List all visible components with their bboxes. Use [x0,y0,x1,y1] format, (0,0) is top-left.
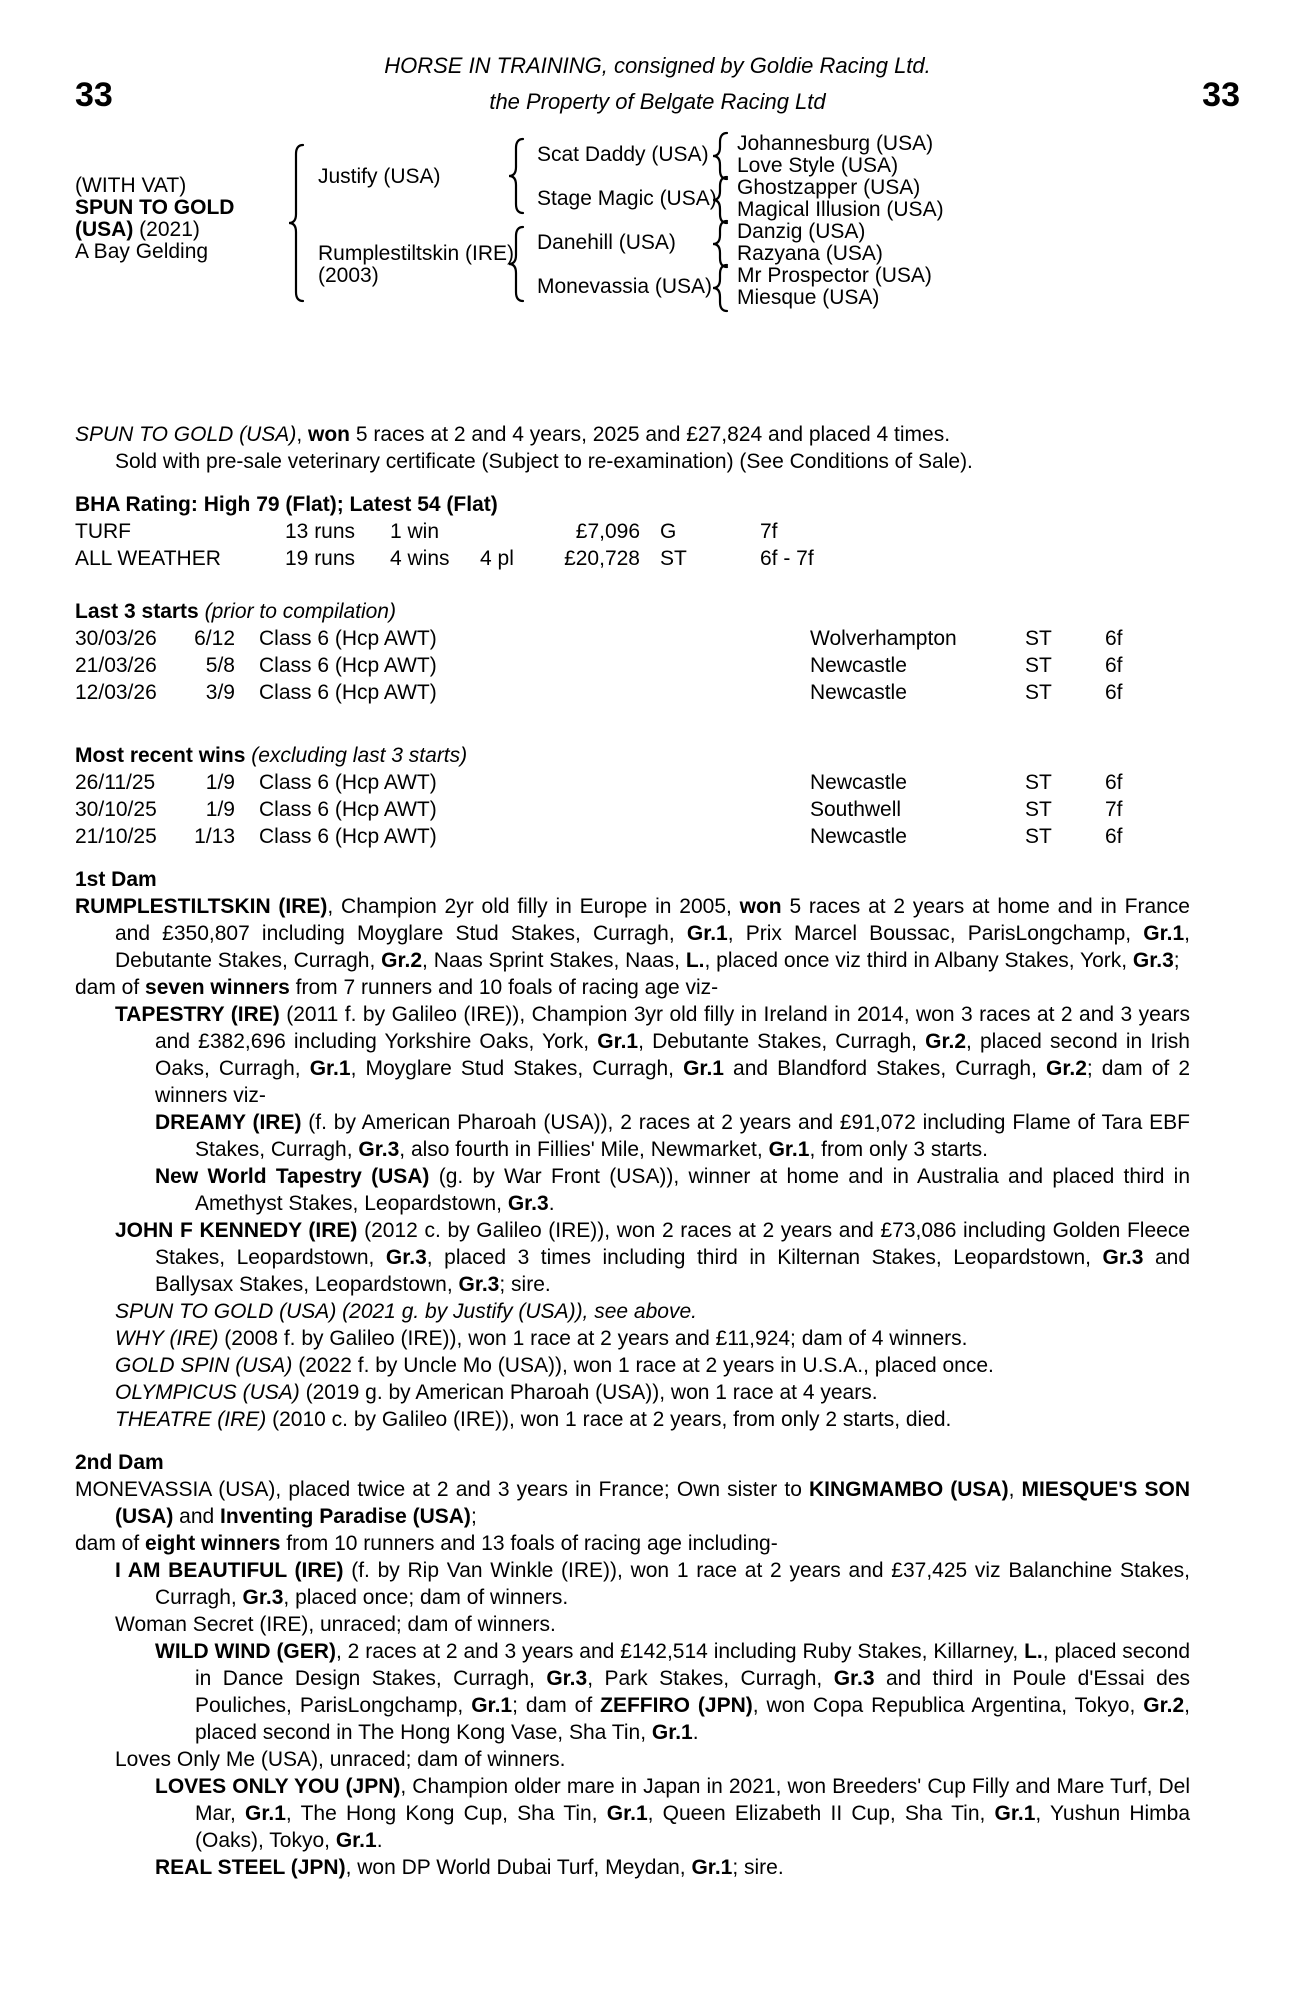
text-run: (2012 c. by Galileo (IRE)), won 2 races at 2 years and £73,086 including Golden Fleece Stakes, Leopardstown, [155,1219,1190,1269]
text-run: 5 races at 2 years at home and in France and £350,807 including Moyglare Stud Stakes, Curragh, [115,895,1190,945]
table-cell: 21/03/26 [75,654,157,677]
recent-wins-heading [75,742,1190,769]
table-cell: 7f [760,520,778,543]
table-cell: 6f [1105,627,1123,650]
text-run: Gr.3 [507,1192,549,1215]
last-starts-subtitle: (prior to compilation) [204,600,396,623]
first-dam-paragraphs [75,893,1190,1433]
horse-suffix-year: (USA) (2021) [75,218,200,241]
table-cell: ST [1025,771,1052,794]
table-cell: Newcastle [810,654,907,677]
text-run: GOLD SPIN (USA) [115,1354,293,1377]
text-run: L. [1024,1640,1043,1663]
text-run: 5 races at 2 and 4 years, 2025 and £27,824 and placed 4 times. [349,423,951,446]
last-starts-table [75,625,1190,706]
text-run: ZEFFIRO (JPN) [600,1694,753,1717]
text-run: , [296,423,308,446]
second-dam-section [75,1449,1190,1881]
first-dam-heading: 1st Dam [75,868,157,891]
table-cell: Southwell [810,798,902,821]
text-run: , Debutante Stakes, Curragh, [638,1030,926,1053]
text-run: , also fourth in Fillies' Mile, Newmarket, [399,1138,769,1161]
text-run: SPUN TO GOLD (USA) (2021 g. by Justify (USA)), see above. [115,1300,697,1323]
table-row [75,652,1190,679]
pedigree-brace-icon [508,138,524,214]
pedigree-brace-icon [288,144,304,302]
table-cell: Class 6 (Hcp AWT) [259,771,437,794]
text-run: RUMPLESTILTSKIN (IRE) [75,895,328,918]
text-run: ; sire. [499,1273,551,1296]
text-run: (2008 f. by Galileo (IRE)), won 1 race at 2 years and £11,924; dam of 4 winners. [218,1327,968,1350]
table-cell: 19 runs [285,547,356,570]
text-run: , placed second in Irish Oaks, Curragh, [155,1030,1190,1080]
great-grandparent-name: Razyana (USA) [737,242,883,265]
text-run: seven winners [145,976,290,999]
text-run: JOHN F KENNEDY (IRE) [115,1219,358,1242]
table-row [75,823,1190,850]
table-cell: 30/03/26 [75,627,157,650]
table-cell: 4 pl [480,547,514,570]
text-run: MONEVASSIA (USA), placed twice at 2 and 3 years in France; Own sister to [75,1478,809,1501]
table-cell: 1 win [390,520,440,543]
table-cell: Class 6 (Hcp AWT) [259,654,437,677]
table-row [75,518,1190,545]
table-cell: ALL WEATHER [75,547,221,570]
text-run: (g. by War Front (USA)), winner at home and in Australia and placed third in Amethyst Stakes, Leopardstown, [195,1165,1191,1215]
text-run: Loves Only Me (USA), unraced; dam of winners. [115,1748,566,1771]
text-run: Gr.1 [686,922,728,945]
pedigree-paragraph [75,1476,1190,1530]
pedigree-paragraph [75,1217,1190,1298]
table-cell: Wolverhampton [810,627,957,650]
pedigree-paragraph [75,1557,1190,1611]
text-run: won [307,423,350,446]
last-starts-title: Last 3 starts [75,600,199,623]
dam-name: Rumplestiltskin (IRE) [318,242,515,265]
text-run: Gr.3 [242,1586,284,1609]
text-run: Inventing Paradise (USA) [220,1505,471,1528]
text-run: Gr.1 [471,1694,513,1717]
pedigree-paragraph [75,1530,1190,1557]
text-run: , from only 3 starts. [809,1138,989,1161]
text-run: . [376,1829,383,1852]
table-cell: 1/9 [205,771,235,794]
table-cell: 4 wins [390,547,450,570]
text-run: Gr.2 [1046,1057,1087,1080]
great-grandparent-name: Magical Illusion (USA) [737,198,944,221]
text-run: , placed once; dam of winners. [283,1586,569,1609]
bha-rating-section [75,491,1190,572]
table-cell: 6f [1105,825,1123,848]
pedigree-brace-icon [712,176,728,224]
text-run: MIESQUE'S SON (USA) [115,1478,1191,1528]
table-row [75,769,1190,796]
text-run: , Champion 2yr old filly in Europe in 2005, [327,895,740,918]
pedigree-paragraph [75,1379,1190,1406]
text-run: , Debutante Stakes, Curragh, [115,922,1190,972]
text-run: Gr.3 [385,1246,427,1269]
text-run: dam of [75,976,146,999]
horse-name: SPUN TO GOLD [75,196,235,219]
text-run: from 7 runners and 10 foals of racing age viz- [289,976,719,999]
race-record-section [75,421,1190,475]
text-run: Gr.1 [335,1829,377,1852]
great-grandparent-name: Ghostzapper (USA) [737,176,921,199]
table-cell: 6/12 [194,627,235,650]
pedigree-brace-icon [712,264,728,312]
text-run: and [173,1505,221,1528]
text-run: , The Hong Kong Cup, Sha Tin, [285,1802,607,1825]
text-run: KINGMAMBO (USA) [809,1478,1009,1501]
table-cell: TURF [75,520,131,543]
text-run: , Queen Elizabeth II Cup, Sha Tin, [647,1802,995,1825]
vat-note: (WITH VAT) [75,174,187,197]
text-run: ; dam of 2 winners viz- [155,1057,1190,1107]
text-run: Woman Secret (IRE), unraced; dam of winners. [115,1613,556,1636]
text-run: , Prix Marcel Boussac, ParisLongchamp, [727,922,1144,945]
bha-rating-heading: BHA Rating: High 79 (Flat); Latest 54 (Flat) [75,493,498,516]
sire-dam-name: Stage Magic (USA) [537,187,717,210]
pedigree-paragraph [75,1406,1190,1433]
pedigree-paragraph [75,893,1190,974]
table-row [75,796,1190,823]
text-run: TAPESTRY (IRE) [115,1003,280,1026]
text-run: Gr.2 [925,1030,967,1053]
pedigree-brace-icon [712,132,728,180]
dam-sire-name: Danehill (USA) [537,231,676,254]
text-run: WHY (IRE) [115,1327,219,1350]
table-row [75,545,1190,572]
pedigree-paragraph [75,1746,1190,1773]
text-run: and Blandford Stakes, Curragh, [723,1057,1047,1080]
table-cell: 6f [1105,654,1123,677]
pedigree-paragraph [75,1854,1190,1881]
table-cell: 6f [1105,771,1123,794]
great-grandparent-name: Danzig (USA) [737,220,866,243]
text-run: , won DP World Dubai Turf, Meydan, [345,1856,692,1879]
table-cell: Class 6 (Hcp AWT) [259,798,437,821]
text-run: , placed 3 times including third in Kilternan Stakes, Leopardstown, [426,1246,1103,1269]
table-cell: £20,728 [564,547,640,570]
last-starts-heading [75,598,1190,625]
text-run: New World Tapestry (USA) [155,1165,430,1188]
text-run: (2019 g. by American Pharoah (USA)), won 1 race at 4 years. [299,1381,878,1404]
lot-number-right: 33 [1202,76,1240,114]
text-run: , placed once viz third in Albany Stakes, York, [704,949,1133,972]
text-run: (2011 f. by Galileo (IRE)), Champion 3yr old filly in Ireland in 2014, won 3 races at 2 and 3 years and £382,696 including Yorkshire Oaks, York, [155,1003,1190,1053]
vet-certificate-text: Sold with pre-sale veterinary certificate (Subject to re-examination) (See Conditions of Sale). [115,450,973,473]
text-run: SPUN TO GOLD (USA) [75,423,297,446]
pedigree-paragraph [75,1611,1190,1638]
text-run: (f. by American Pharoah (USA)), 2 races at 2 years and £91,072 including Flame of Tara EBF Stakes, Curragh, [195,1111,1190,1161]
text-run: Gr.3 [1132,949,1174,972]
sire-sire-name: Scat Daddy (USA) [537,143,709,166]
text-run: . [692,1721,699,1744]
text-run: , Yushun Himba (Oaks), Tokyo, [195,1802,1191,1852]
text-run: Gr.1 [309,1057,351,1080]
text-run: eight winners [145,1532,281,1555]
last-starts-section [75,598,1190,706]
recent-wins-subtitle: (excluding last 3 starts) [251,744,468,767]
recent-wins-table [75,769,1190,850]
text-run: , Champion older mare in Japan in 2021, won Breeders' Cup Filly and Mare Turf, Del Mar, [195,1775,1190,1825]
text-run: Gr.2 [381,949,423,972]
table-cell: 5/8 [205,654,235,677]
text-run: , [1008,1478,1022,1501]
text-run: Gr.1 [651,1721,693,1744]
text-run: . [548,1192,555,1215]
text-run: , won Copa Republica Argentina, Tokyo, [752,1694,1144,1717]
table-cell: 6f - 7f [760,547,814,570]
vet-certificate-note [115,448,1190,475]
pedigree-brace-icon [508,226,524,302]
great-grandparent-name: Mr Prospector (USA) [737,264,932,287]
table-cell: Newcastle [810,771,907,794]
table-row [75,625,1190,652]
table-cell: 1/13 [194,825,235,848]
text-run: ; [470,1505,477,1528]
text-run: ; sire. [732,1856,784,1879]
text-run: Gr.1 [597,1030,639,1053]
text-run: REAL STEEL (JPN) [155,1856,346,1879]
horse-description: A Bay Gelding [75,240,209,263]
pedigree-paragraph [75,1109,1190,1163]
table-cell: Class 6 (Hcp AWT) [259,681,437,704]
text-run: OLYMPICUS (USA) [115,1381,300,1404]
pedigree-paragraph [75,1298,1190,1325]
text-run: Gr.2 [1143,1694,1185,1717]
pedigree-paragraph [75,1001,1190,1109]
table-cell: 30/10/25 [75,798,157,821]
table-cell: 7f [1105,798,1123,821]
table-cell: 12/03/26 [75,681,157,704]
text-run: won [739,895,782,918]
table-cell: Class 6 (Hcp AWT) [259,825,437,848]
text-run: Gr.3 [358,1138,400,1161]
text-run: , placed second in The Hong Kong Vase, Sha Tin, [195,1694,1190,1744]
table-cell: 26/11/25 [75,771,156,794]
recent-wins-section [75,742,1190,850]
text-run: Gr.1 [606,1802,648,1825]
text-run: , 2 races at 2 and 3 years and £142,514 including Ruby Stakes, Killarney, [335,1640,1025,1663]
text-run: , placed second in Dance Design Stakes, Curragh, [195,1640,1191,1690]
pedigree-paragraph [75,1352,1190,1379]
text-run: DREAMY (IRE) [155,1111,302,1134]
sire-name: Justify (USA) [318,165,441,188]
great-grandparent-name: Miesque (USA) [737,286,880,309]
pedigree-paragraph [75,1325,1190,1352]
text-run: I AM BEAUTIFUL (IRE) [115,1559,344,1582]
text-run: Gr.3 [833,1667,875,1690]
table-cell: ST [1025,654,1052,677]
table-cell: 3/9 [205,681,235,704]
text-run: ; [1173,949,1180,972]
table-cell [480,518,560,545]
text-run: and third in Poule d'Essai des Pouliches, ParisLongchamp, [195,1667,1190,1717]
dam-year: (2003) [318,264,379,287]
table-row [75,679,1190,706]
table-cell: ST [1025,681,1052,704]
text-run: THEATRE (IRE) [115,1408,267,1431]
table-cell: Newcastle [810,681,907,704]
rating-table [75,518,1190,572]
text-run: (2010 c. by Galileo (IRE)), won 1 race at 2 years, from only 2 starts, died. [266,1408,952,1431]
pedigree-paragraph [75,974,1190,1001]
second-dam-heading: 2nd Dam [75,1451,164,1474]
pedigree-paragraph [75,1163,1190,1217]
text-run: L. [685,949,705,972]
text-run: , Moyglare Stud Stakes, Curragh, [350,1057,684,1080]
race-record-summary [75,421,1190,448]
table-cell: G [660,520,677,543]
pedigree-paragraph [75,1773,1190,1854]
text-run: Gr.3 [546,1667,588,1690]
text-run: WILD WIND (GER) [155,1640,336,1663]
second-dam-paragraphs [75,1476,1190,1881]
lot-number-left: 33 [75,76,113,114]
pedigree-paragraph [75,1638,1190,1746]
text-run: LOVES ONLY YOU (JPN) [155,1775,401,1798]
consignor-line: HORSE IN TRAINING, consigned by Goldie Racing Ltd. [384,53,931,78]
text-run: Gr.1 [245,1802,286,1825]
text-run: , Naas Sprint Stakes, Naas, [422,949,686,972]
table-cell: 6f [1105,681,1123,704]
text-run: Gr.3 [458,1273,500,1296]
text-run: , Park Stakes, Curragh, [587,1667,834,1690]
property-line: the Property of Belgate Racing Ltd [489,89,826,114]
table-cell: £7,096 [575,520,640,543]
table-cell: ST [1025,798,1052,821]
table-cell: ST [1025,825,1052,848]
text-run: ; dam of [512,1694,601,1717]
pedigree-tree [0,130,1315,315]
text-run: Gr.1 [691,1856,733,1879]
text-run: Gr.1 [994,1802,1036,1825]
table-cell: ST [660,547,687,570]
first-dam-section [75,866,1190,1433]
text-run: Gr.3 [1102,1246,1144,1269]
text-run: Gr.1 [768,1138,810,1161]
table-cell: Newcastle [810,825,907,848]
table-cell: Class 6 (Hcp AWT) [259,627,437,650]
text-run: dam of [75,1532,146,1555]
table-cell: 13 runs [285,520,356,543]
page-header [0,0,1315,130]
recent-wins-title: Most recent wins [75,744,246,767]
text-run: (f. by Rip Van Winkle (IRE)), won 1 race at 2 years and £37,425 viz Balanchine Stakes, Curragh, [155,1559,1190,1609]
text-run: (2022 f. by Uncle Mo (USA)), won 1 race at 2 years in U.S.A., placed once. [292,1354,994,1377]
table-cell: ST [1025,627,1052,650]
text-run: Gr.1 [683,1057,724,1080]
great-grandparent-name: Love Style (USA) [737,154,899,177]
text-run: from 10 runners and 13 foals of racing age including- [280,1532,778,1555]
text-run: and Ballysax Stakes, Leopardstown, [155,1246,1191,1296]
dam-dam-name: Monevassia (USA) [537,275,713,298]
table-cell: 1/9 [205,798,235,821]
text-run: Gr.1 [1143,922,1185,945]
table-cell: 21/10/25 [75,825,157,848]
pedigree-brace-icon [712,220,728,268]
great-grandparent-name: Johannesburg (USA) [737,132,934,155]
